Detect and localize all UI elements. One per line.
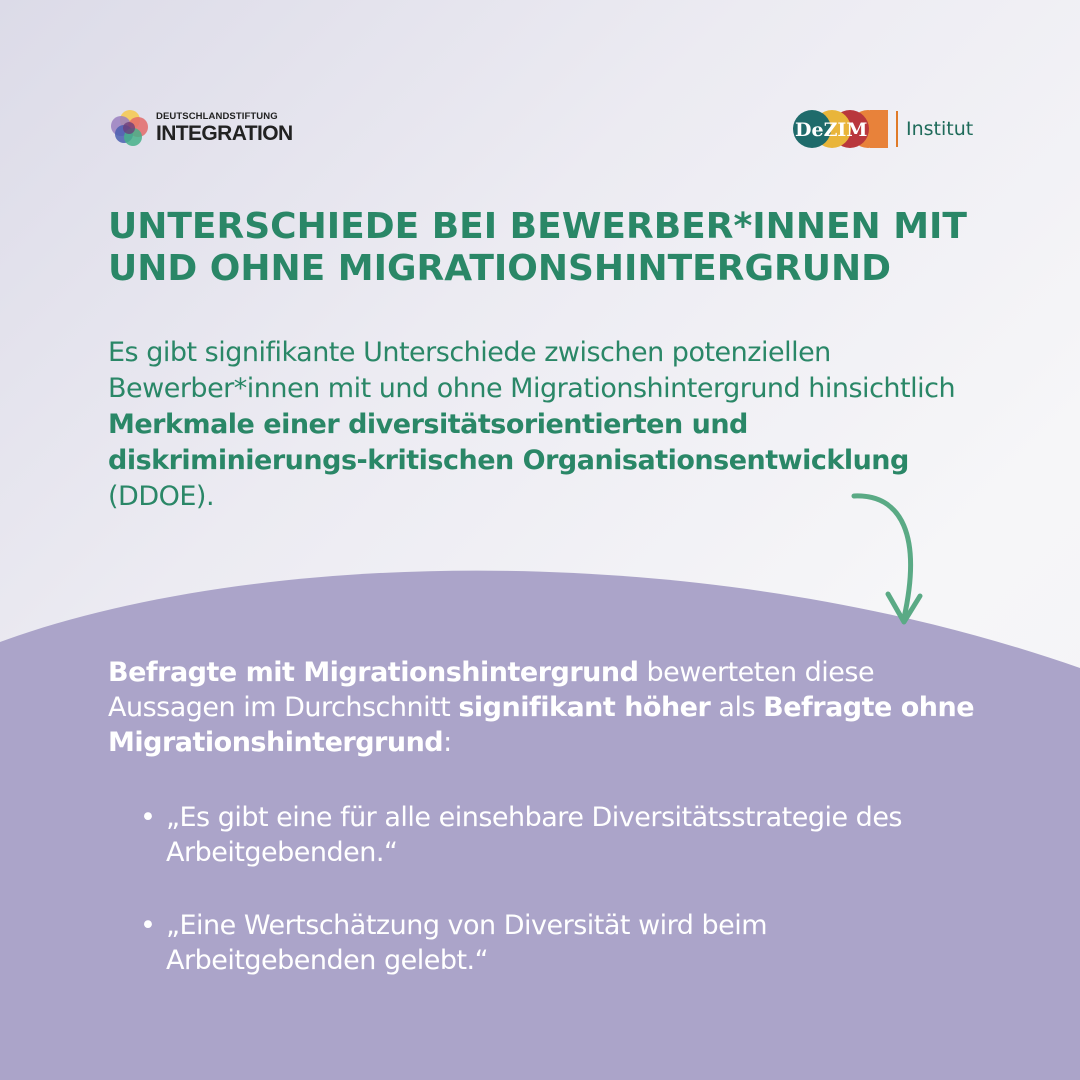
logo-separator <box>896 111 898 147</box>
statement-text: „Eine Wertschätzung von Diversität wird beim Arbeitgebenden gelebt.“ <box>166 910 768 976</box>
finding-text-1: bewerteten diese Aussagen im Durchschnitt <box>108 657 875 723</box>
finding-text-2: als <box>710 692 764 723</box>
deutschlandstiftung-logo <box>108 106 293 150</box>
bullet-marker: • <box>140 802 156 833</box>
overlapping-circles-icon <box>108 106 152 150</box>
page-title: UNTERSCHIEDE BEI BEWERBER*INNEN MIT UND OHNE MIGRATIONSHINTERGRUND <box>108 206 967 289</box>
dezim-circles-icon <box>792 106 890 152</box>
list-item <box>132 908 982 978</box>
finding-bold-3: Befragte ohne Migrationshintergrund <box>108 692 975 758</box>
finding-bold-2: signifikant höher <box>458 692 711 723</box>
statement-list <box>132 800 982 1016</box>
list-item <box>132 800 982 870</box>
dezim-mark: DeZIM <box>795 119 868 141</box>
finding-text-3: : <box>443 727 452 758</box>
bullet-marker: • <box>140 910 156 941</box>
dezim-institut-label: Institut <box>906 118 974 140</box>
curved-arrow-icon <box>840 488 940 638</box>
intro-bold: Merkmale einer diversitätsorientierten und diskriminierungs-kritischen Organisationsentwicklung <box>108 409 909 476</box>
finding-paragraph <box>108 655 988 760</box>
logo-line-2: INTEGRATION <box>156 121 293 145</box>
statement-text: „Es gibt eine für alle einsehbare Diversitätsstrategie des Arbeitgebenden.“ <box>166 802 902 868</box>
logo-line-1: DEUTSCHLANDSTIFTUNG <box>156 111 278 123</box>
intro-text-2: (DDOE). <box>108 481 215 512</box>
dezim-logo <box>792 106 973 152</box>
finding-bold-1: Befragte mit Migrationshintergrund <box>108 657 639 688</box>
intro-text-1: Es gibt signifikante Unterschiede zwischen potenziellen Bewerber*innen mit und ohne Migrationshintergrund hinsichtlich <box>108 337 956 404</box>
